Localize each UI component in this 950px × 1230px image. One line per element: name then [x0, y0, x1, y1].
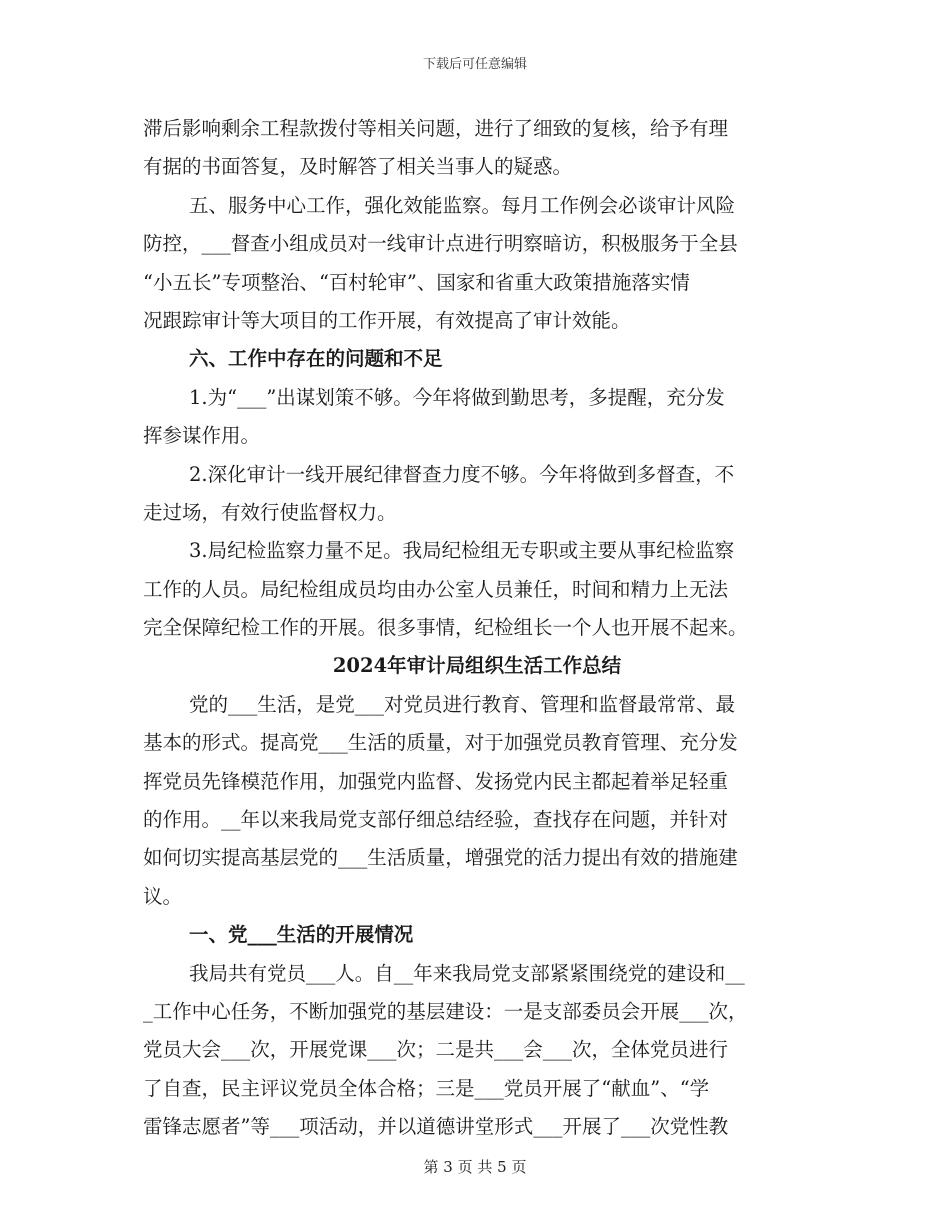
- document-body: [143, 110, 811, 1147]
- text-line: 挥参谋作用。: [143, 424, 261, 448]
- text-line: 如何切实提高基层党的___生活质量，增强党的活力提出有效的措施建: [143, 846, 738, 870]
- text-line: 雷锋志愿者”等___项活动，并以道德讲堂形式___开展了___次党性教: [143, 1115, 729, 1139]
- text-line: 党员大会___次，开展党课___次；二是共___会___次，全体党员进行: [143, 1038, 729, 1062]
- text-line: 2.深化审计一线开展纪律督查力度不够。今年将做到多督查，不: [189, 462, 735, 486]
- text-line: 五、服务中心工作，强化效能监察。每月工作例会必谈审计风险: [189, 193, 736, 217]
- text-line: 的作用。__年以来我局党支部仔细总结经验，查找存在问题，并针对: [143, 808, 729, 832]
- text-line: 党的___生活，是党___对党员进行教育、管理和监督最常常、最: [189, 692, 736, 716]
- text-line: 1.为“___”出谋划策不够。今年将做到勤思考，多提醒，充分发: [189, 385, 725, 409]
- text-line: 我局共有党员___人。自__年来我局党支部紧紧围绕党的建设和__: [189, 961, 745, 985]
- text-line: 有据的书面答复，及时解答了相关当事人的疑惑。: [143, 155, 573, 179]
- text-line: 了自查，民主评议党员全体合格；三是___党员开展了“献血”、“学: [143, 1076, 710, 1100]
- text-line: 挥党员先锋模范作用，加强党内监督、发扬党内民主都起着举足轻重: [143, 769, 729, 793]
- section-heading: 六、工作中存在的问题和不足: [189, 347, 443, 371]
- text-line: 3.局纪检监察力量不足。我局纪检组无专职或主要从事纪检监察: [189, 539, 735, 563]
- text-line: 防控，___督查小组成员对一线审计点进行明察暗访，积极服务于全县: [143, 232, 738, 256]
- text-line: 完全保障纪检工作的开展。很多事情，纪检组长一个人也开展不起来。: [143, 616, 748, 640]
- text-line: 况跟踪审计等大项目的工作开展，有效提高了审计效能。: [143, 308, 631, 332]
- text-line: “小五长”专项整治、“百村轮审”、国家和省重大政策措施落实情: [143, 270, 690, 294]
- text-line: 议。: [143, 884, 183, 908]
- text-line: 工作的人员。局纪检组成员均由办公室人员兼任，时间和精力上无法: [143, 577, 729, 601]
- section-heading: 一、党___生活的开展情况: [189, 923, 414, 947]
- text-line: 滞后影响剩余工程款拨付等相关问题，进行了细致的复核，给予有理: [143, 117, 729, 140]
- page-footer: 第 3 页 共 5 页: [423, 1158, 527, 1176]
- text-line: _工作中心任务，不断加强党的基层建设：一是支部委员会开展___次，: [143, 999, 748, 1023]
- text-line: 走过场，有效行使监督权力。: [143, 500, 397, 524]
- page-header: 下载后可任意编辑: [422, 57, 527, 72]
- text-line: 基本的形式。提高党___生活的质量，对于加强党员教育管理、充分发: [143, 731, 738, 755]
- section-title: 2024年审计局组织生活工作总结: [332, 654, 622, 678]
